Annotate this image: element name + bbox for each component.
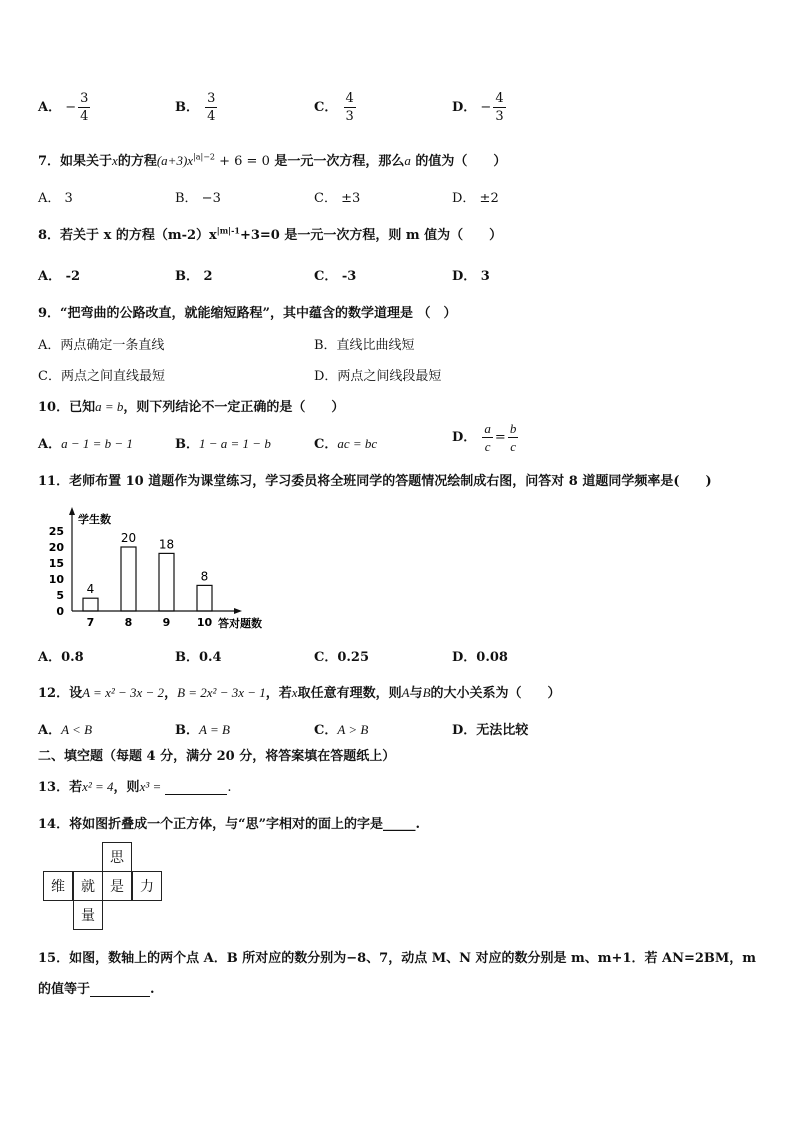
answer-blank[interactable] [90, 996, 150, 997]
q11-option-a: A．0.8 [38, 650, 84, 665]
q7-option-c: C． ±3 [314, 191, 361, 206]
q12-option-d: D．无法比较 [452, 723, 529, 738]
y-tick-label: 25 [48, 525, 64, 538]
q11-option-c: C．0.25 [314, 650, 370, 665]
cube-net [43, 842, 167, 932]
bar [159, 553, 174, 611]
bar [121, 547, 136, 611]
net-cell-si: 思 [102, 842, 132, 872]
q9-stem: 9．“把弯曲的公路改直，就能缩短路程”，其中蕴含的数学道理是 （ ） [38, 306, 457, 321]
answer-blank[interactable] [165, 794, 227, 795]
q6-option-d: D． − $\frac{4}{3}$ [452, 91, 504, 124]
q8-option-b: B． 2 [175, 269, 213, 284]
x-tick-label: 10 [196, 616, 213, 629]
x-tick-label: 7 [86, 616, 95, 629]
net-cell-wei: 维 [43, 871, 73, 901]
net-cell-jiu: 就 [73, 871, 103, 901]
q9-option-d: D．两点之间线段最短 [314, 369, 442, 384]
y-tick-label: 20 [48, 541, 64, 554]
q8-stem: 8．若关于 x 的方程$(m-2)x^{|m|-1}+3=0$ 是一元一次方程，则 m 值为（ ） [38, 225, 503, 243]
x-tick-label: 9 [162, 616, 171, 629]
q7-option-a: A． 3 [38, 191, 73, 206]
q8-option-a: A． -2 [38, 269, 81, 284]
q12-option-c: C．A > B [314, 722, 369, 738]
y-tick-label: 10 [48, 573, 64, 586]
q9-option-b: B．直线比曲线短 [314, 338, 415, 353]
q7-stem: 7．如果关于x的方程$(a+3)x^{|a|-2} + 6 = 0$ 是一元一次方程，那么a 的值为（ ） [38, 152, 507, 169]
fraction: $\frac{3}{4}$ [80, 91, 89, 124]
bar [197, 585, 212, 611]
bar-value-label: 18 [158, 537, 175, 552]
q6-option-b: B． $\frac{3}{4}$ [175, 91, 216, 124]
fraction: $\frac{3}{4}$ [207, 91, 216, 124]
q11-stem: 11．老师布置 10 道题作为课堂练习，学习委员将全班同学的答题情况绘制成右图，问答对 8 道题同学频率是( ) [38, 474, 712, 489]
x-tick-label: 8 [124, 616, 133, 629]
q9-option-c: C．两点之间直线最短 [38, 369, 165, 384]
x-axis-label: 答对题数 [218, 617, 262, 630]
fraction: $\frac{4}{3}$ [495, 91, 504, 124]
y-tick-label: 5 [56, 589, 64, 602]
q12-stem: 12．设A = x² − 3x − 2，B = 2x² − 3x − 1，若x取任意有理数，则A与B的大小关系为（ ） [38, 685, 561, 701]
net-cell-li: 力 [132, 871, 162, 901]
q6-option-a: A． − $\frac{3}{4}$ [38, 91, 89, 124]
y-tick-label: 0 [56, 605, 64, 618]
q11-option-d: D．0.08 [452, 650, 508, 665]
q15-line2: 的值等于 . [38, 982, 155, 997]
section-title: 二、填空题（每题 4 分，满分 20 分，将答案填在答题纸上） [38, 749, 396, 764]
x-axis-arrow [234, 608, 242, 614]
q11-option-b: B．0.4 [175, 650, 222, 665]
q12-option-a: A．A < B [38, 722, 93, 738]
q10-stem: 10．已知a = b，则下列结论不一定正确的是（ ） [38, 399, 345, 415]
q10-option-c: C．ac = bc [314, 436, 378, 452]
bar-value-label: 4 [86, 582, 95, 597]
net-cell-liang: 量 [73, 900, 103, 930]
q10-option-d: D． $\frac{a}{c}$ = $\frac{b}{c}$ [452, 421, 517, 454]
q8-option-c: C． -3 [314, 269, 357, 284]
q6-option-c: C． $\frac{4}{3}$ [314, 91, 354, 124]
q7-option-b: B． −3 [175, 191, 221, 206]
net-cell-shi: 是 [102, 871, 132, 901]
y-axis-label: 学生数 [78, 513, 111, 526]
bar [83, 598, 98, 611]
q10-option-a: A．a − 1 = b − 1 [38, 436, 133, 452]
q12-option-b: B．A = B [175, 722, 230, 738]
bar-value-label: 8 [200, 569, 209, 584]
q13-stem: 13．若x² = 4，则x³ = . [38, 779, 232, 795]
y-axis-arrow [69, 507, 75, 515]
y-tick-label: 15 [48, 557, 64, 570]
q10-option-b: B．1 − a = 1 − b [175, 436, 271, 452]
q14-stem: 14．将如图折叠成一个正方体，与“思”字相对的面上的字是_____. [38, 817, 421, 832]
bar-chart [40, 505, 280, 635]
q8-option-d: D． 3 [452, 269, 490, 284]
q7-option-d: D． ±2 [452, 191, 499, 206]
q15-line1: 15．如图，数轴上的两个点 A．B 所对应的数分别为−8、7，动点 M、N 对应的数分别是 m、m+1．若 AN=2BM，m [38, 951, 757, 966]
bar-value-label: 20 [120, 531, 137, 545]
q9-option-a: A．两点确定一条直线 [38, 338, 165, 353]
fraction: $\frac{4}{3}$ [345, 91, 354, 124]
